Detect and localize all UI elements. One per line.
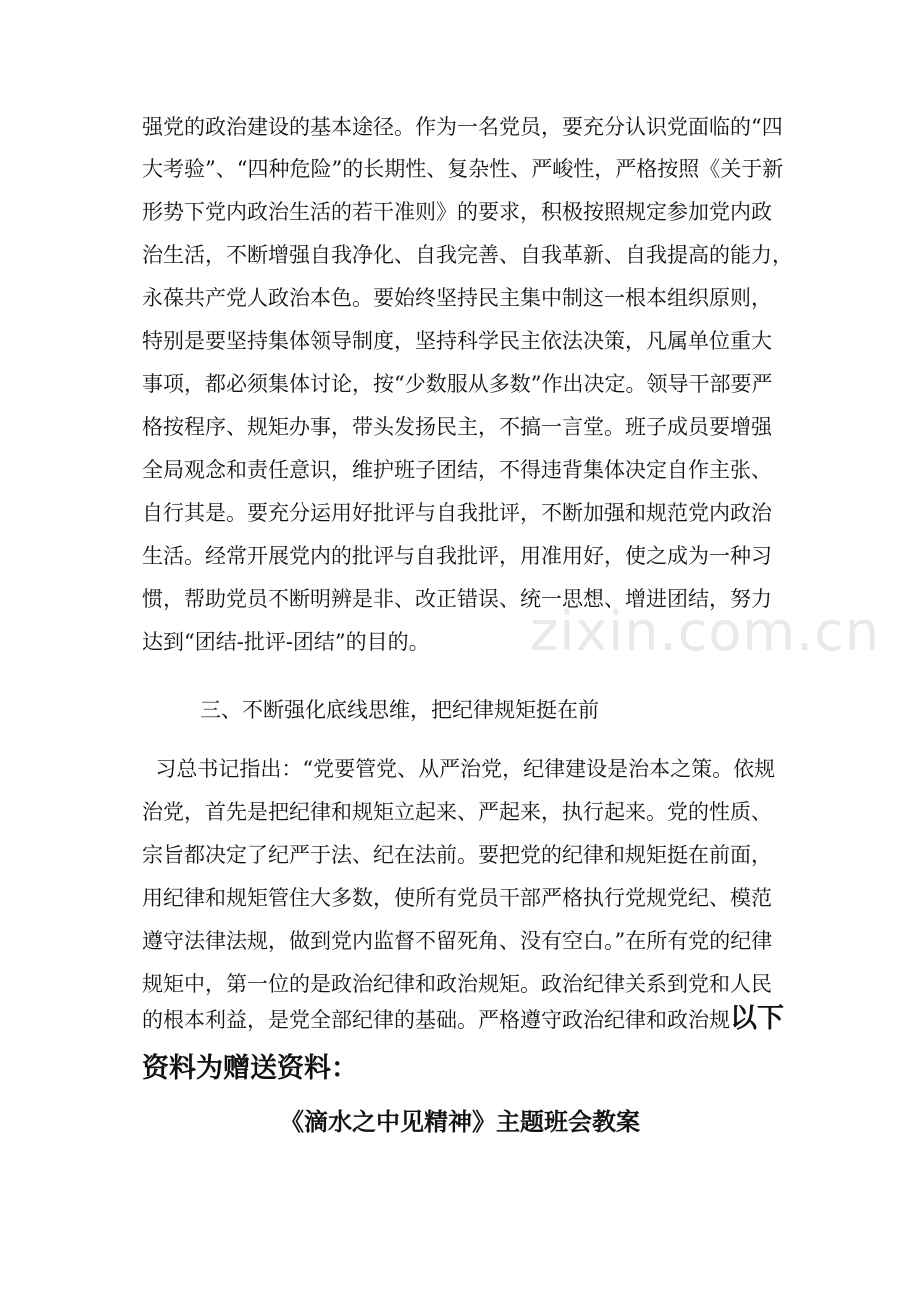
paragraph-line: 治党，首先是把纪律和规矩立起来、严起来，执行起来。党的性质、: [142, 800, 772, 824]
paragraph-line: 生活。经常开展党内的批评与自我批评，用准用好，使之成为一种习: [142, 544, 772, 568]
paragraph-line: 惯，帮助党员不断明辨是非、改正错误、统一思想、增进团结，努力: [142, 587, 772, 611]
paragraph-line: 强党的政治建设的基本途径。作为一名党员，要充分认识党面临的“四: [142, 115, 783, 139]
gift-note: 资料为赠送资料：: [142, 1053, 358, 1084]
paragraph-line-text: 的根本利益，是党全部纪律的基础。严格遵守政治纪律和政治规: [142, 1008, 730, 1032]
paragraph-line: 特别是要坚持集体领导制度，坚持科学民主依法决策，凡属单位重大: [142, 329, 772, 353]
paragraph-line: 习总书记指出：“党要管党、从严治党，纪律建设是治本之策。依规: [142, 757, 776, 781]
paragraph-line: 永葆共产党人政治本色。要始终坚持民主集中制这一根本组织原则，: [142, 286, 772, 310]
section-heading: 三、不断强化底线思维，把纪律规矩挺在前: [200, 698, 599, 722]
paragraph-line: 遵守法律法规，做到党内监督不留死角、没有空白。”在所有党的纪律: [142, 929, 773, 953]
paragraph-line: 形势下党内政治生活的若干准则》的要求，积极按照规定参加党内政: [142, 200, 772, 224]
gift-note-start: 以下: [730, 1003, 784, 1034]
paragraph-line: 自行其是。要充分运用好批评与自我批评，不断加强和规范党内政治: [142, 501, 772, 525]
paragraph-line: 宗旨都决定了纪严于法、纪在法前。要把党的纪律和规矩挺在前面，: [142, 843, 772, 867]
paragraph-line: 大考验”、“四种危险”的长期性、复杂性、严峻性，严格按照《关于新: [142, 157, 784, 181]
paragraph-line: 全局观念和责任意识，维护班子团结，不得违背集体决定自作主张、: [142, 458, 772, 482]
paragraph-line: 事项，都必须集体讨论，按“少数服从多数”作出决定。领导干部要严: [142, 372, 773, 396]
paragraph-line: 治生活，不断增强自我净化、自我完善、自我革新、自我提高的能力，: [142, 243, 793, 267]
lesson-title: 《滴水之中见精神》主题班会教案: [280, 1107, 640, 1136]
paragraph-line: 格按程序、规矩办事，带头发扬民主，不搞一言堂。班子成员要增强: [142, 415, 772, 439]
watermark: zixin.com.cn: [530, 600, 881, 663]
paragraph-last-line: [142, 1004, 784, 1035]
paragraph-line: 规矩中，第一位的是政治纪律和政治规矩。政治纪律关系到党和人民: [142, 972, 772, 996]
paragraph-line: 用纪律和规矩管住大多数，使所有党员干部严格执行党规党纪、模范: [142, 886, 772, 910]
paragraph-line: 达到“团结-批评-团结”的目的。: [142, 630, 430, 654]
